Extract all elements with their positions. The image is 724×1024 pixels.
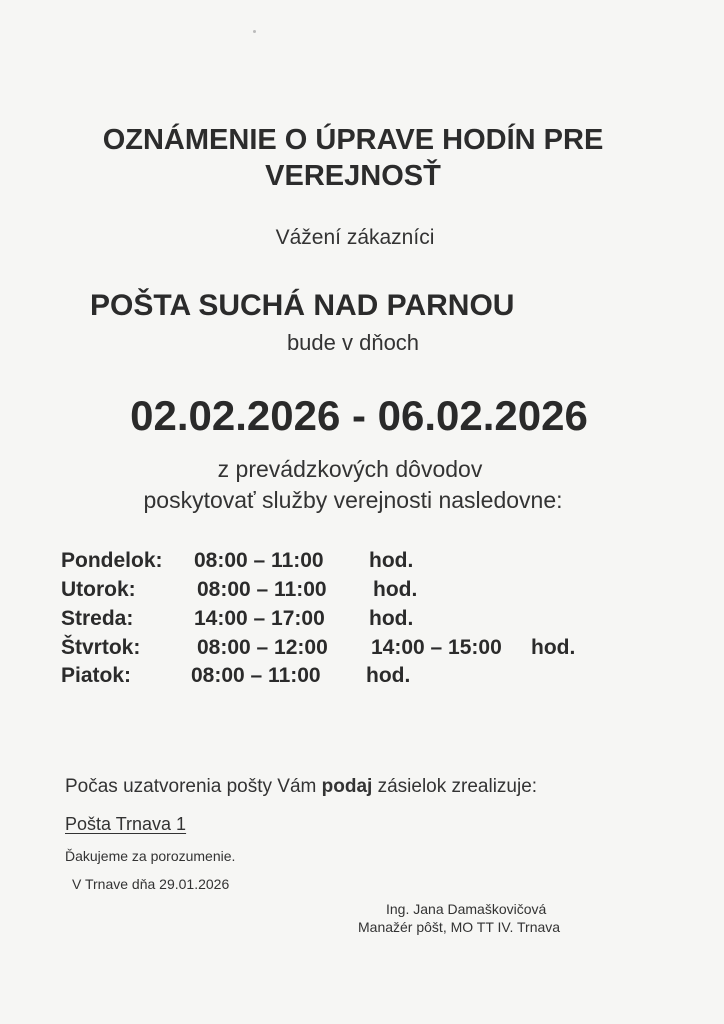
reason-line-1: z prevádzkových dôvodov bbox=[217, 456, 483, 482]
schedule-day: Utorok: bbox=[61, 578, 136, 601]
reason-line-2: poskytovať služby verejnosti nasledovne: bbox=[143, 487, 563, 513]
greeting: Vážení zákazníci bbox=[275, 226, 435, 249]
schedule-unit: hod. bbox=[369, 549, 414, 572]
closing-emphasis: podaj bbox=[321, 776, 373, 797]
closing-statement bbox=[65, 776, 537, 798]
schedule-unit: hod. bbox=[366, 664, 411, 687]
schedule-unit: hod. bbox=[531, 636, 576, 659]
schedule-hours-2: 14:00 – 15:00 bbox=[371, 636, 502, 659]
alternative-office: Pošta Trnava 1 bbox=[65, 814, 187, 834]
schedule-day: Streda: bbox=[61, 607, 134, 630]
scan-speck bbox=[253, 30, 256, 33]
schedule-day: Štvrtok: bbox=[61, 636, 141, 659]
notice-title-line-2: VEREJNOSŤ bbox=[265, 160, 441, 192]
notice-title-line-1: OZNÁMENIE O ÚPRAVE HODÍN PRE bbox=[102, 124, 604, 156]
schedule-day: Piatok: bbox=[61, 664, 132, 687]
thanks-note: Ďakujeme za porozumenie. bbox=[65, 848, 236, 864]
schedule-hours: 14:00 – 17:00 bbox=[194, 607, 325, 630]
schedule-hours: 08:00 – 12:00 bbox=[197, 636, 328, 659]
date-range: 02.02.2026 - 06.02.2026 bbox=[130, 392, 588, 439]
schedule-day: Pondelok: bbox=[61, 549, 163, 572]
signatory-name: Ing. Jana Damaškovičová bbox=[386, 901, 547, 917]
schedule-hours: 08:00 – 11:00 bbox=[191, 664, 321, 687]
signatory-position: Manažér pôšt, MO TT IV. Trnava bbox=[358, 919, 561, 935]
days-intro: bude v dňoch bbox=[286, 330, 420, 355]
schedule-hours: 08:00 – 11:00 bbox=[197, 578, 327, 601]
closing-text: Počas uzatvorenia pošty Vám bbox=[65, 776, 322, 797]
schedule-unit: hod. bbox=[373, 578, 418, 601]
schedule-hours: 08:00 – 11:00 bbox=[194, 549, 324, 572]
schedule-unit: hod. bbox=[369, 607, 414, 630]
closing-text-end: zásielok zrealizuje: bbox=[372, 776, 538, 797]
office-name: POŠTA SUCHÁ NAD PARNOU bbox=[90, 289, 515, 322]
place-and-date: V Trnave dňa 29.01.2026 bbox=[72, 876, 230, 892]
